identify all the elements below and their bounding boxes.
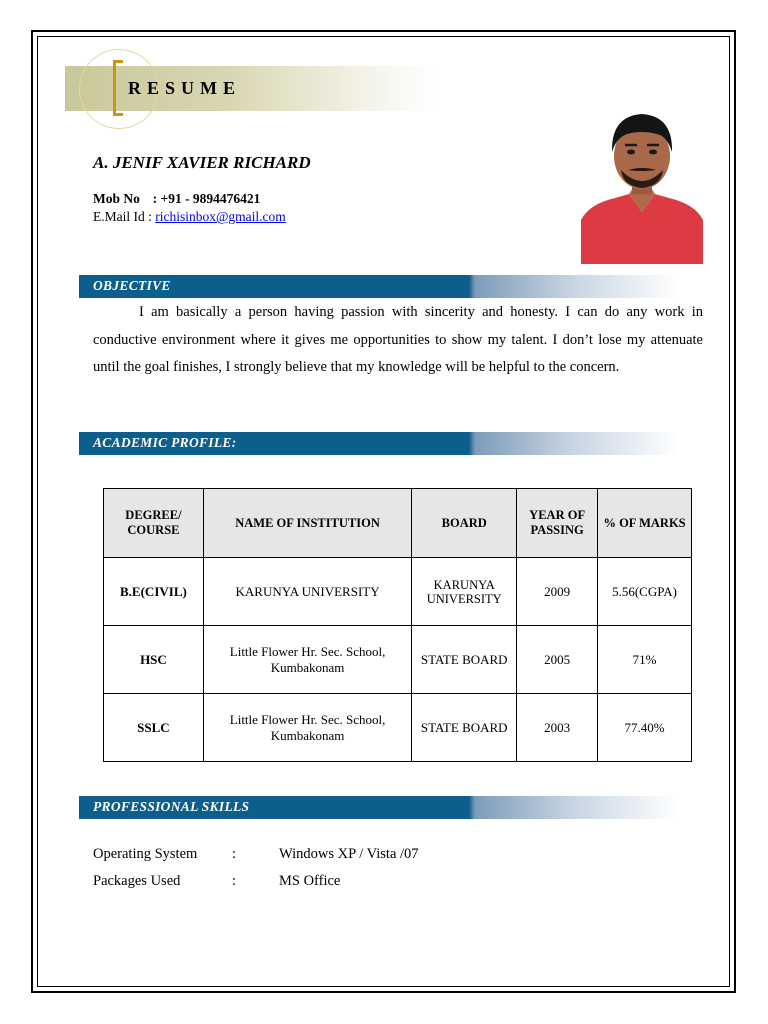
skill-label: Packages Used — [93, 873, 181, 889]
marks-cell: 5.56(CGPA) — [598, 558, 692, 626]
institution-cell: KARUNYA UNIVERSITY — [203, 558, 411, 626]
objective-heading: OBJECTIVE — [93, 278, 171, 293]
degree-cell: B.E(CIVIL) — [104, 558, 204, 626]
column-header-board: BOARD — [412, 489, 517, 558]
title-bracket-decoration — [113, 60, 123, 116]
email-line — [93, 209, 286, 225]
column-header-marks: % OF MARKS — [598, 489, 692, 558]
academic-table — [103, 488, 692, 762]
degree-cell: SSLC — [104, 694, 204, 762]
column-header-institution: NAME OF INSTITUTION — [203, 489, 411, 558]
institution-cell: Little Flower Hr. Sec. School, Kumbakonam — [203, 694, 411, 762]
skill-separator: : — [232, 846, 237, 862]
year-cell: 2009 — [517, 558, 598, 626]
academic-heading: ACADEMIC PROFILE: — [93, 435, 237, 450]
email-link[interactable]: richisinbox@gmail.com — [155, 209, 286, 224]
board-cell: KARUNYA UNIVERSITY — [412, 558, 517, 626]
skills-heading: PROFESSIONAL SKILLS — [93, 799, 250, 814]
year-cell: 2003 — [517, 694, 598, 762]
email-label: E.Mail Id : — [93, 209, 152, 224]
skill-value: Windows XP / Vista /07 — [279, 846, 419, 862]
skill-separator: : — [232, 873, 237, 889]
objective-section-header — [79, 275, 679, 298]
table-header-row — [104, 489, 692, 558]
table-row — [104, 694, 692, 762]
board-cell: STATE BOARD — [412, 626, 517, 694]
resume-title: RESUME — [128, 78, 242, 98]
mobile-value: : +91 - 9894476421 — [152, 191, 261, 206]
profile-photo — [581, 108, 703, 264]
table-row — [104, 626, 692, 694]
table-row — [104, 558, 692, 626]
skill-value: MS Office — [279, 873, 341, 889]
mobile-label: Mob No — [93, 191, 140, 206]
skills-section-header — [79, 796, 679, 819]
academic-section-header — [79, 432, 679, 455]
degree-cell: HSC — [104, 626, 204, 694]
institution-cell: Little Flower Hr. Sec. School, Kumbakonam — [203, 626, 411, 694]
marks-cell: 71% — [598, 626, 692, 694]
board-cell: STATE BOARD — [412, 694, 517, 762]
column-header-degree: DEGREE/ COURSE — [104, 489, 204, 558]
objective-text: I am basically a person having passion with sincerity and honesty. I can do any work in conductive environment where it gives me opportunities to show my talent. I don’t lose my attenuate until the goal finishes, I strongly believe that my knowledge will be helpful to the concern. — [93, 304, 703, 375]
skill-label: Operating System — [93, 846, 198, 862]
year-cell: 2005 — [517, 626, 598, 694]
person-portrait-icon — [581, 108, 703, 264]
marks-cell: 77.40% — [598, 694, 692, 762]
candidate-name: A. JENIF XAVIER RICHARD — [93, 153, 311, 172]
column-header-year: YEAR OF PASSING — [517, 489, 598, 558]
mobile-line — [93, 191, 260, 207]
